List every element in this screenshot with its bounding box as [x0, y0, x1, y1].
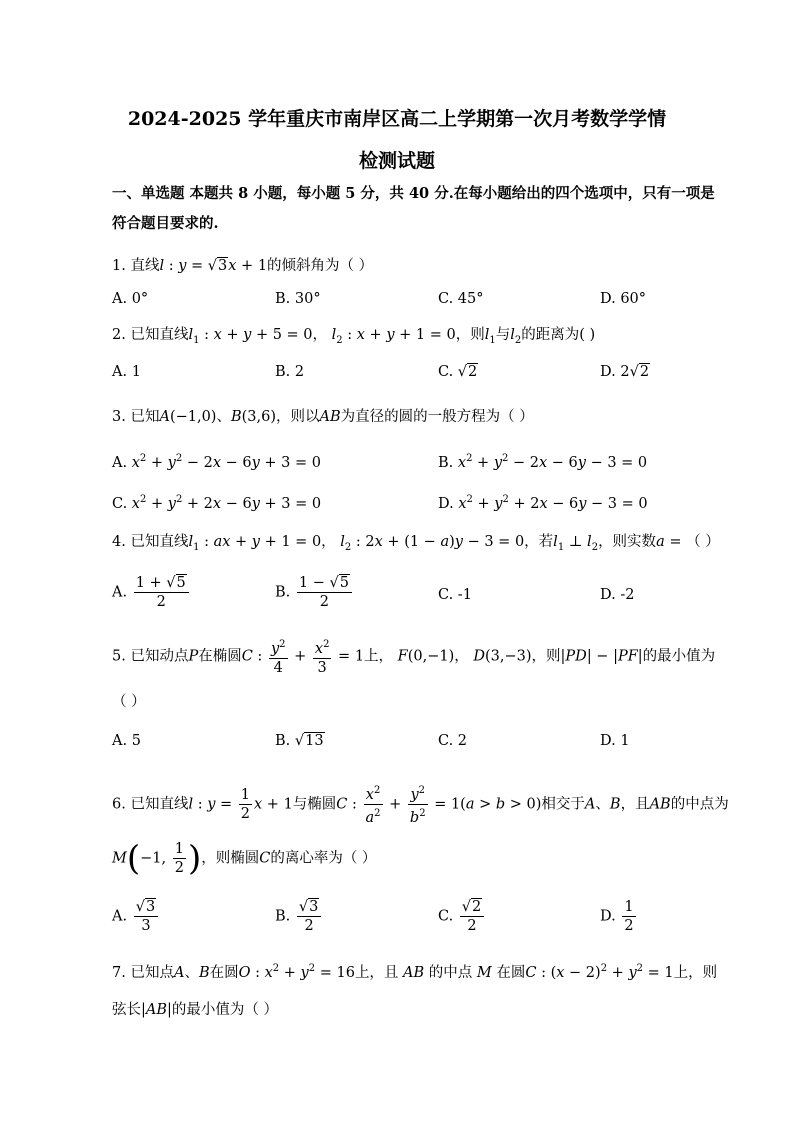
q5-option-d[interactable]: D. 1 [600, 733, 630, 749]
question-1: 1. 直线l : y = √3x + 1的倾斜角为（ ） [112, 258, 374, 274]
q1-option-c[interactable]: C. 45° [438, 291, 484, 307]
q5-option-b[interactable]: B. √13 [275, 733, 324, 749]
q4-option-c[interactable]: C. -1 [438, 587, 472, 603]
q3-option-a[interactable]: A. $x^2 + y^2 - 2x - 6y + 3 = 0$ [112, 453, 321, 471]
question-4: 4. 已知直线$l_1$ : ax + y + 1 = 0， $l_2$ : 2x + (1 − a)y − 3 = 0，若$l_1$ ⊥ $l_2$，则实数a = （ ） [112, 534, 720, 553]
q4-option-b[interactable]: B. $\frac{1 - √5}{2}$ [275, 574, 354, 611]
q4-option-d[interactable]: D. -2 [600, 587, 635, 603]
q6-option-b[interactable]: B. $\frac{√3}{2}$ [275, 898, 323, 935]
q2-option-d[interactable]: D. 2√2 [600, 364, 650, 380]
q2-option-a[interactable]: A. 1 [112, 364, 141, 380]
q5-option-c[interactable]: C. 2 [438, 733, 468, 749]
question-6: 6. 已知直线l : y = $\frac{1}{2}$ x + 1与椭圆C : $\frac{x^2}{a^2}$ + $\frac{y^2}{b^2}$ = 1(a > b > 0)相交于A、B，且AB的中点为 [112, 785, 729, 826]
q3-option-d[interactable]: D. $x^2 + y^2 + 2x - 6y - 3 = 0$ [438, 494, 648, 512]
q6-option-a[interactable]: A. $\frac{√3}{3}$ [112, 898, 160, 935]
section-heading: 一、单选题 本题共 8 小题，每小题 5 分，共 40 分.在每小题给出的四个选项中，只有一项是 [112, 185, 715, 202]
title-line-2: 检测试题 [358, 150, 435, 172]
question-2: 2. 已知直线$l_1$ : x + y + 5 = 0， $l_2$ : x + y + 1 = 0，则$l_1$与$l_2$的距离为( ) [112, 327, 596, 346]
q1-option-d[interactable]: D. 60° [600, 291, 647, 307]
title-line-1: 2024-2025 学年重庆市南岸区高二上学期第一次月考数学学情 [127, 108, 667, 130]
question-3: 3. 已知A(−1,0)、B(3,6)，则以AB为直径的圆的一般方程为（ ） [112, 409, 534, 425]
q2-option-b[interactable]: B. 2 [275, 364, 305, 380]
q6-option-c[interactable]: C. $\frac{√2}{2}$ [438, 898, 486, 935]
q1-option-b[interactable]: B. 30° [275, 291, 321, 307]
q3-option-c[interactable]: C. $x^2 + y^2 + 2x - 6y + 3 = 0$ [112, 494, 322, 512]
q6-option-d[interactable]: D. $\frac{1}{2}$ [600, 899, 634, 934]
question-5-cont: （ ） [112, 694, 146, 710]
q4-option-a[interactable]: A. $\frac{1 + √5}{2}$ [112, 574, 191, 611]
q1-option-a[interactable]: A. 0° [112, 291, 149, 307]
q2-option-c[interactable]: C. √2 [438, 364, 478, 380]
q3-option-b[interactable]: B. $x^2 + y^2 - 2x - 6y - 3 = 0$ [438, 453, 648, 471]
question-5: 5. 已知动点P在椭圆C : $\frac{y^2}{4}$ + $\frac{x^2}{3}$ = 1上， F(0,−1)， D(3,−3)，则|PD| − |PF|的最小值为 [112, 639, 716, 676]
question-7: 7. 已知点A、B在圆O : $x^2 + y^2 = 16$上，且 AB 的中点 M 在圆C : $(x - 2)^2 + y^2 = 1$上，则 [112, 963, 718, 981]
section-heading-cont: 符合题目要求的. [112, 215, 219, 232]
question-6-cont: M(−1, $\frac{1}{2}$ )，则椭圆C的离心率为（ ） [112, 838, 377, 879]
question-7-cont: 弦长|AB|的最小值为（ ） [112, 1002, 279, 1018]
q5-option-a[interactable]: A. 5 [112, 733, 141, 749]
